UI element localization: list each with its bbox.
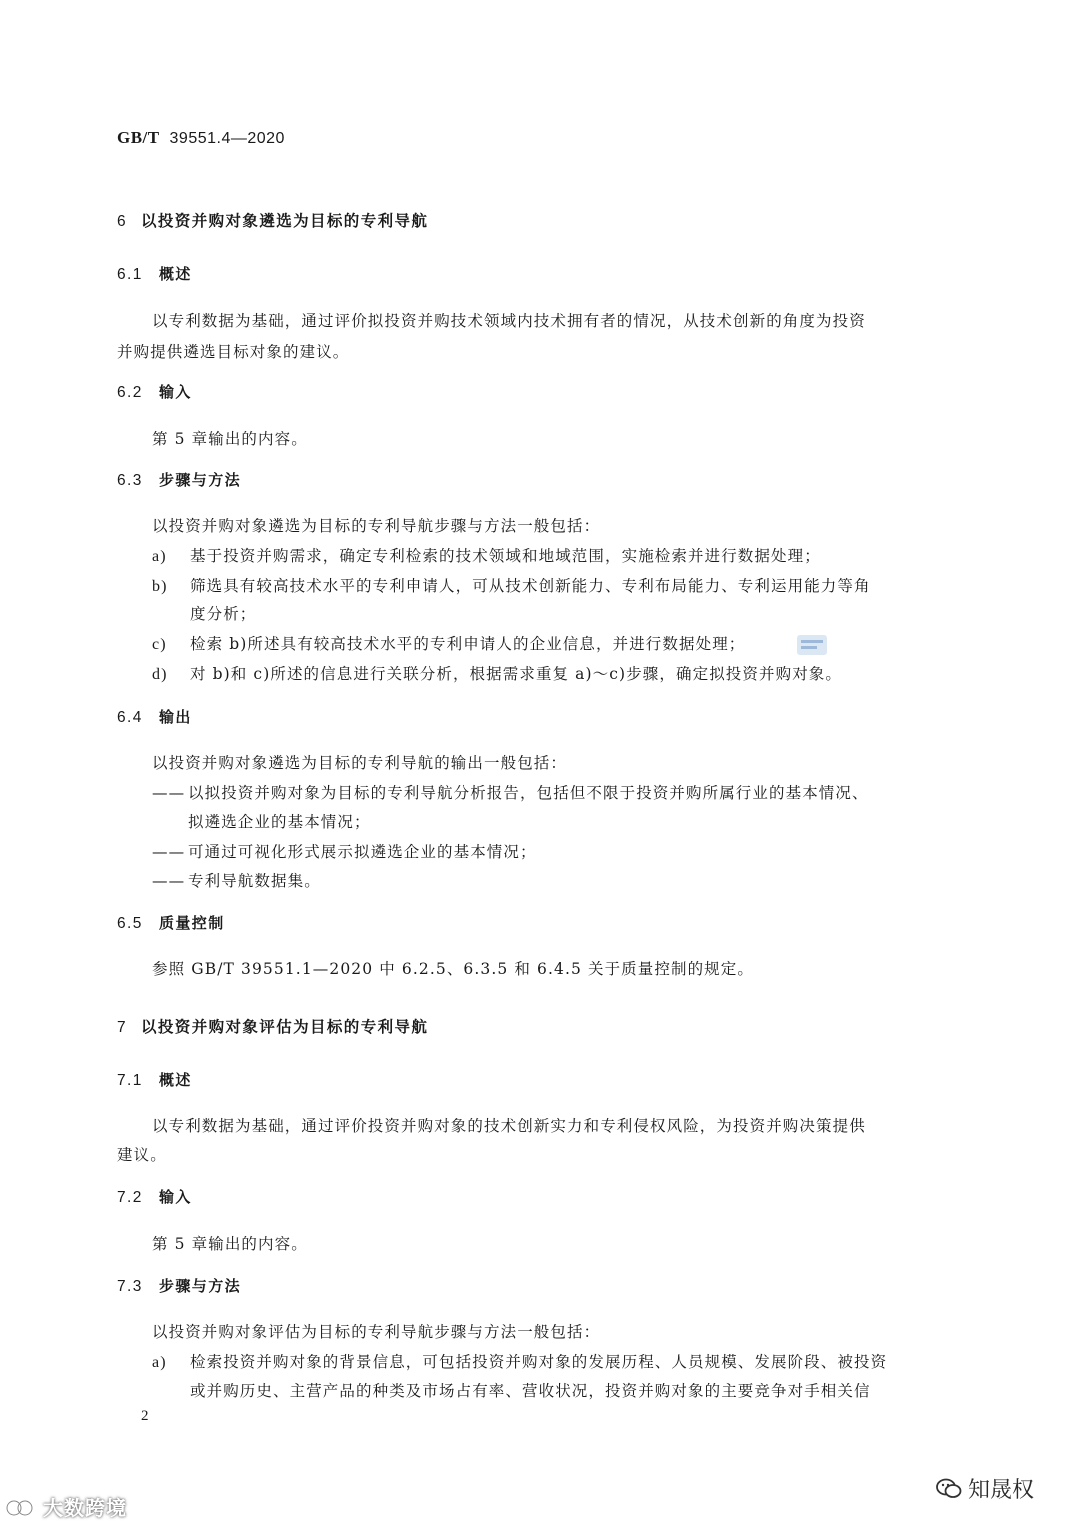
section-6-5-paragraph: 参照 GB/T 39551.1—2020 中 6.2.5、6.3.5 和 6.4.5 关于质量控制的规定。 bbox=[152, 960, 754, 978]
section-7-3-heading: 7.3 步骤与方法 bbox=[117, 1277, 242, 1295]
standard-number: GB/T 39551.4—2020 bbox=[117, 128, 285, 147]
section-6-2-paragraph: 第 5 章输出的内容。 bbox=[152, 430, 308, 448]
section-6-5-heading: 6.5 质量控制 bbox=[117, 914, 225, 932]
section-6-heading: 6 以投资并购对象遴选为目标的专利导航 bbox=[117, 212, 429, 230]
list-item-c: c) 检索 b)所述具有较高技术水平的专利申请人的企业信息，并进行数据处理； bbox=[152, 635, 746, 653]
watermark-right: 知晟权 bbox=[936, 1473, 1034, 1504]
section-6-2-heading: 6.2 输入 bbox=[117, 383, 192, 401]
section-7-2-heading: 7.2 输入 bbox=[117, 1188, 192, 1206]
page-number: 2 bbox=[141, 1408, 149, 1424]
dash-item-1: —— 以拟投资并购对象为目标的专利导航分析报告，包括但不限于投资并购所属行业的基本情况、 bbox=[152, 784, 869, 802]
dash-item-1-continuation: 拟遴选企业的基本情况； bbox=[188, 813, 371, 831]
dash-item-2: —— 可通过可视化形式展示拟遴选企业的基本情况； bbox=[152, 843, 537, 861]
section-6-3-intro: 以投资并购对象遴选为目标的专利导航步骤与方法一般包括： bbox=[152, 517, 601, 535]
list-item-a: a) 基于投资并购需求，确定专利检索的技术领域和地域范围，实施检索并进行数据处理； bbox=[152, 547, 821, 565]
dash-item-3: —— 专利导航数据集。 bbox=[152, 872, 321, 890]
list-item-b: b) 筛选具有较高技术水平的专利申请人，可从技术创新能力、专利布局能力、专利运用能力等角 bbox=[152, 577, 871, 595]
section-6-1-paragraph-line2: 并购提供遴选目标对象的建议。 bbox=[117, 343, 350, 361]
list-item-a-7-3: a) 检索投资并购对象的背景信息，可包括投资并购对象的发展历程、人员规模、发展阶段、被投资 bbox=[152, 1353, 888, 1371]
section-6-4-heading: 6.4 输出 bbox=[117, 708, 192, 726]
section-6-3-heading: 6.3 步骤与方法 bbox=[117, 471, 242, 489]
brand-logo-icon bbox=[5, 1498, 35, 1518]
watermark-left: 大数跨境 bbox=[5, 1492, 127, 1521]
section-6-1-heading: 6.1 概述 bbox=[117, 265, 192, 283]
scan-stamp-mark bbox=[796, 634, 828, 656]
wechat-icon bbox=[936, 1478, 962, 1500]
section-7-2-paragraph: 第 5 章输出的内容。 bbox=[152, 1235, 308, 1253]
section-7-1-paragraph-line2: 建议。 bbox=[117, 1146, 167, 1164]
section-7-3-intro: 以投资并购对象评估为目标的专利导航步骤与方法一般包括： bbox=[152, 1323, 601, 1341]
section-7-heading: 7 以投资并购对象评估为目标的专利导航 bbox=[117, 1018, 429, 1036]
section-7-1-heading: 7.1 概述 bbox=[117, 1071, 192, 1089]
section-6-1-paragraph-line1: 以专利数据为基础，通过评价拟投资并购技术领域内技术拥有者的情况，从技术创新的角度为投资 bbox=[152, 312, 866, 330]
list-item-a-7-3-continuation: 或并购历史、主营产品的种类及市场占有率、营收状况，投资并购对象的主要竞争对手相关信 bbox=[190, 1382, 871, 1400]
list-item-b-continuation: 度分析； bbox=[190, 605, 257, 623]
section-6-4-intro: 以投资并购对象遴选为目标的专利导航的输出一般包括： bbox=[152, 754, 568, 772]
section-7-1-paragraph-line1: 以专利数据为基础，通过评价投资并购对象的技术创新实力和专利侵权风险，为投资并购决策提供 bbox=[152, 1117, 866, 1135]
list-item-d: d) 对 b)和 c)所述的信息进行关联分析，根据需求重复 a)～c)步骤，确定拟投资并购对象。 bbox=[152, 665, 842, 683]
